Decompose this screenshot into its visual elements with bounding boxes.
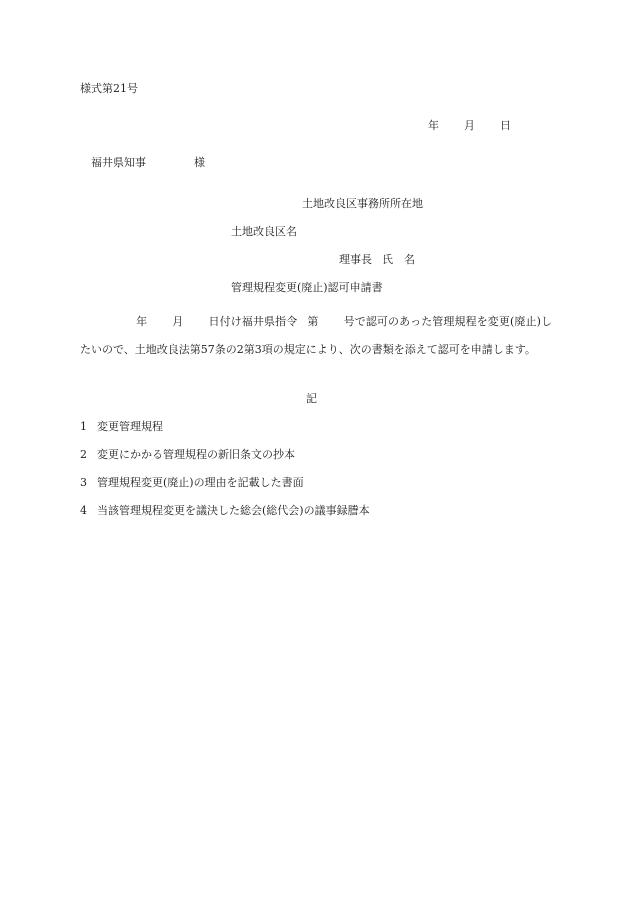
body-paragraph [80,308,552,364]
chairman-title: 理事長 [339,253,372,266]
list-item [80,448,295,462]
addressee-name: 福井県知事 [91,156,146,169]
addressee-honorific: 様 [194,156,205,169]
form-number: 様式第21号 [80,82,138,95]
body-text: 号で認可のあった管理規程を変更(廃止)したいので、土地改良法第57条の2第3項の規定により、次の書類を添えて認可を申請します。 [80,315,552,356]
list-item-text: 変更管理規程 [97,420,163,433]
date-line [428,119,511,133]
date-month-label: 月 [464,119,475,132]
list-item-text: 当該管理規程変更を議決した総会(総代会)の議事録謄本 [97,504,370,517]
list-item [80,504,370,518]
body-date-suffix: 日付け福井県指令 [208,315,298,328]
addressee [91,156,205,170]
list-item-text: 変更にかかる管理規程の新旧条文の抄本 [97,448,295,461]
district-name-label: 土地改良区名 [231,225,297,238]
body-year: 年 [136,315,148,328]
list-item-number: 3 [80,476,87,489]
list-item-number: 4 [80,504,87,517]
chairman-name-label: 氏 名 [382,253,415,266]
body-month: 月 [172,315,184,328]
list-item-text: 管理規程変更(廃止)の理由を記載した書面 [97,476,304,489]
chairman-line [339,253,415,267]
record-heading: 記 [306,392,317,405]
body-number-prefix: 第 [307,315,319,328]
date-year-label: 年 [428,119,439,132]
list-item [80,476,304,490]
page-title: 管理規程変更(廃止)認可申請書 [231,281,383,294]
date-day-label: 日 [500,119,511,132]
list-item-number: 2 [80,448,87,461]
list-item-number: 1 [80,420,87,433]
office-location-label: 土地改良区事務所所在地 [302,197,423,210]
list-item [80,420,163,434]
